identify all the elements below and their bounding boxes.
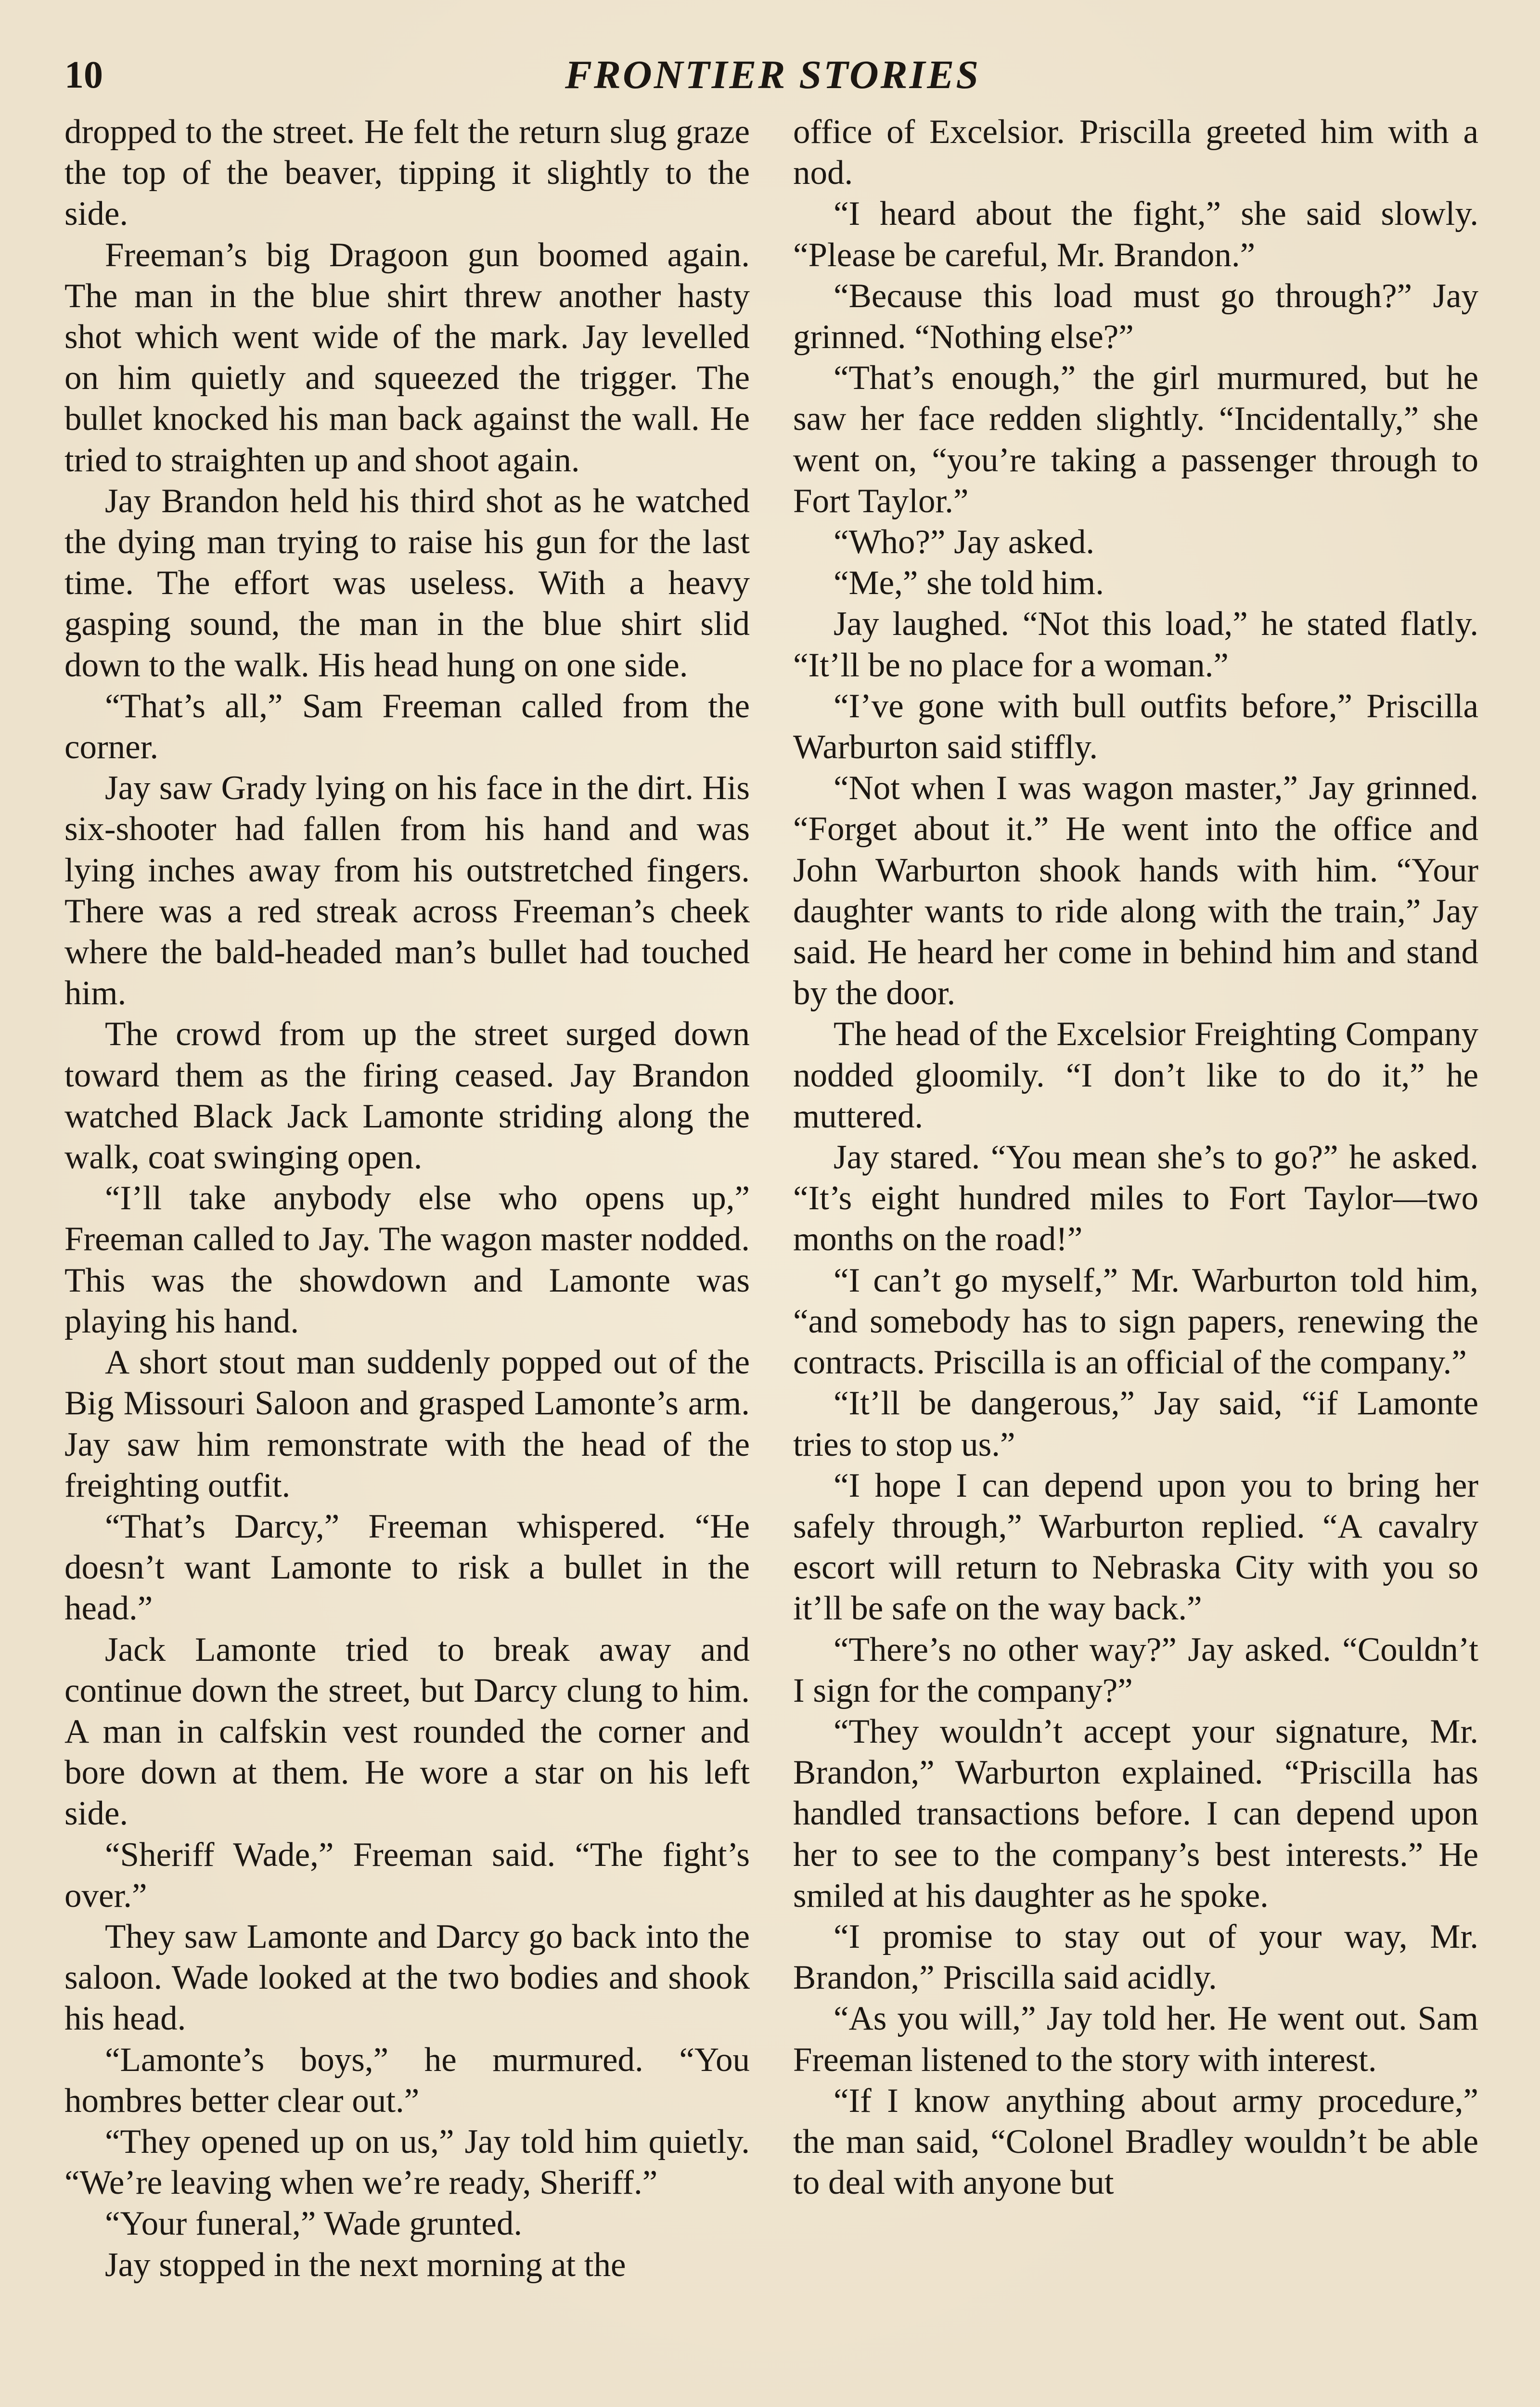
paragraph: Jay Brandon held his third shot as he watched the dying man trying to raise his gun for the last time. The effort was useless. With a heavy gasping sound, the man in the blue shirt slid down to the walk. His head hung on one side. [64, 482, 750, 684]
paragraph: “I can’t go myself,” Mr. Warburton told him, “and somebody has to sign papers, renewing the contracts. Priscilla is an official of the company.” [793, 1261, 1478, 1382]
paragraph: “I heard about the fight,” she said slowly. “Please be careful, Mr. Brandon.” [793, 195, 1478, 274]
paragraph: “Your funeral,” Wade grunted. [105, 2205, 523, 2243]
paragraph: “I’ll take anybody else who opens up,” Freeman called to Jay. The wagon master nodded. This was the showdown and Lamonte was playing his hand. [64, 1179, 750, 1340]
paragraph: Jay stared. “You mean she’s to go?” he asked. “It’s eight hundred miles to Fort Taylor—two months on the road!” [793, 1139, 1478, 1258]
paragraph: “That’s enough,” the girl murmured, but he saw her face redden slightly. “Incidentally,” she went on, “you’re taking a passenger through to Fort Taylor.” [793, 359, 1478, 520]
page-header [64, 46, 1476, 104]
left-text-column [64, 112, 750, 2286]
paragraph: “Not when I was wagon master,” Jay grinned. “Forget about it.” He went into the office and John Warburton shook hands with him. “Your daughter wants to ride along with the train,” Jay said. He heard her come in behind him and stand by the door. [793, 769, 1478, 1012]
paragraph: “They opened up on us,” Jay told him quietly. “We’re leaving when we’re ready, Sheriff.” [64, 2122, 750, 2202]
paragraph: “If I know anything about army procedure,” the man said, “Colonel Bradley wouldn’t be able to deal with anyone but [793, 2082, 1478, 2202]
paragraph: “I’ve gone with bull outfits before,” Priscilla Warburton said stiffly. [793, 687, 1478, 766]
paragraph: Jay stopped in the next morning at the [105, 2246, 626, 2284]
paragraph: The crowd from up the street surged down toward them as the firing ceased. Jay Brandon watched Black Jack Lamonte striding along the walk, coat swinging open. [64, 1015, 750, 1177]
paragraph: They saw Lamonte and Darcy go back into the saloon. Wade looked at the two bodies and shook his head. [64, 1917, 750, 2038]
paragraph: “Sheriff Wade,” Freeman said. “The fight’s over.” [64, 1836, 750, 1915]
paragraph: “Who?” Jay asked. [834, 523, 1095, 561]
paragraph: “Me,” she told him. [834, 564, 1104, 602]
paragraph: “That’s all,” Sam Freeman called from the corner. [64, 687, 750, 766]
paragraph: “That’s Darcy,” Freeman whispered. “He doesn’t want Lamonte to risk a bullet in the head.” [64, 1507, 750, 1628]
paragraph: “They wouldn’t accept your signature, Mr. Brandon,” Warburton explained. “Priscilla has handled transactions before. I can depend upon her to see to the company’s best interests.” He smiled at his daughter as he spoke. [793, 1712, 1478, 1915]
right-text-column [793, 112, 1478, 2203]
paragraph: office of Excelsior. Priscilla greeted him with a nod. [793, 113, 1478, 192]
paragraph: “I promise to stay out of your way, Mr. Brandon,” Priscilla said acidly. [793, 1917, 1478, 1997]
paragraph: “As you will,” Jay told her. He went out. Sam Freeman listened to the story with interest. [793, 2000, 1478, 2079]
paragraph: “I hope I can depend upon you to bring her safely through,” Warburton replied. “A cavalry escort will return to Nebraska City with you so it’ll be safe on the way back.” [793, 1466, 1478, 1628]
paragraph: “There’s no other way?” Jay asked. “Couldn’t I sign for the company?” [793, 1631, 1478, 1709]
paragraph: The head of the Excelsior Freighting Company nodded gloomily. “I don’t like to do it,” he muttered. [793, 1015, 1478, 1135]
running-head-title: FRONTIER STORIES [565, 52, 981, 97]
paragraph: Freeman’s big Dragoon gun boomed again. The man in the blue shirt threw another hasty shot which went wide of the mark. Jay levelled on him quietly and squeezed the trigger. The bullet knocked his man back against the wall. He tried to straighten up and shoot again. [64, 236, 750, 479]
paragraph: “Lamonte’s boys,” he murmured. “You hombres better clear out.” [64, 2041, 750, 2120]
page-number: 10 [64, 54, 103, 96]
paragraph: “Because this load must go through?” Jay grinned. “Nothing else?” [793, 277, 1478, 356]
paragraph: A short stout man suddenly popped out of the Big Missouri Saloon and grasped Lamonte’s arm. Jay saw him remonstrate with the head of the freighting outfit. [64, 1344, 750, 1504]
paragraph: Jay saw Grady lying on his face in the dirt. His six-shooter had fallen from his hand and was lying inches away from his outstretched fingers. There was a red streak across Freeman’s cheek where the bald-headed man’s bullet had touched him. [64, 769, 750, 1012]
paragraph: Jack Lamonte tried to break away and continue down the street, but Darcy clung to him. A man in calfskin vest rounded the corner and bore down at them. He wore a star on his left side. [64, 1631, 750, 1833]
paragraph: dropped to the street. He felt the return slug graze the top of the beaver, tipping it slightly to the side. [64, 113, 750, 233]
paragraph: “It’ll be dangerous,” Jay said, “if Lamonte tries to stop us.” [793, 1385, 1478, 1463]
paragraph: Jay laughed. “Not this load,” he stated flatly. “It’ll be no place for a woman.” [793, 605, 1478, 684]
